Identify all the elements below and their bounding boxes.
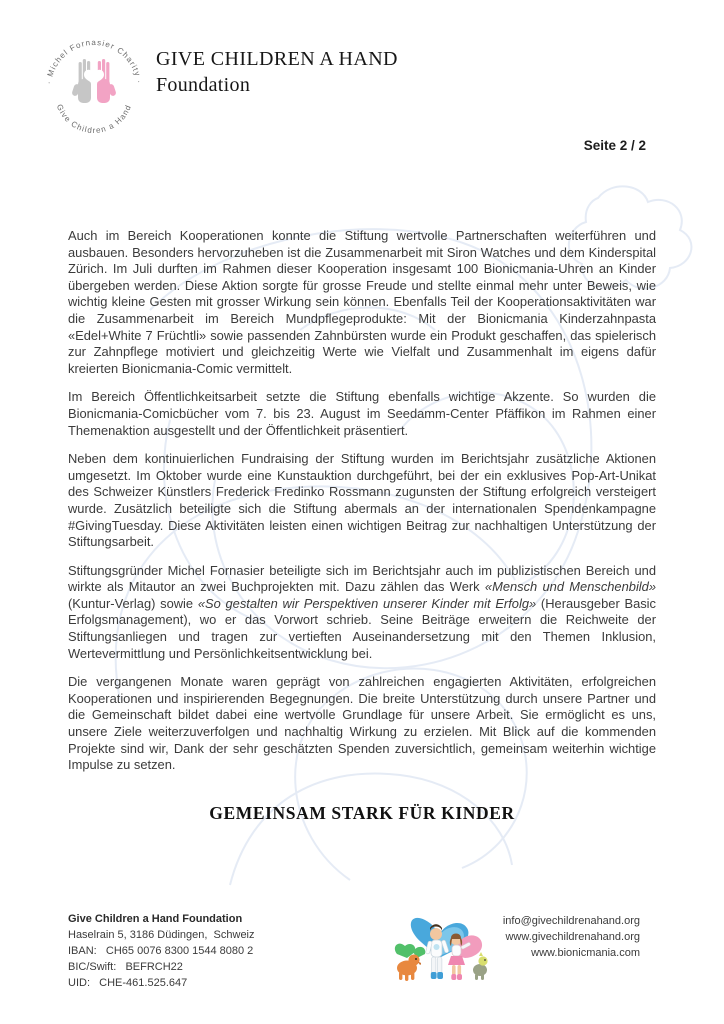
footer-link: www.bionicmania.com	[531, 947, 640, 959]
footer-link: www.givechildrenahand.org	[505, 931, 640, 943]
body-paragraph: Auch im Bereich Kooperationen konnte die Stiftung wertvolle Partnerschaften weiterführen und ausbauen. Besonders hervorzuheben ist die Zusammenarbeit mit Siron Watches und dem Kinderspital Zürich. Im Juli durften im Rahmen dieser Kooperation insgesamt 100 Bionicmania-Uhren an Kinder übergeben werden. Diese Aktion sorgte für grosse Freude und stellte einmal mehr unter Beweis, wie wichtig kleine Gesten mit grosser Wirkung sein können. Ebenfalls Teil der Kooperationsaktivitäten war die Zusammenarbeit im Bereich Mundpflegeprodukte: Mit der Bionicmania Kinderzahnpasta «Edel+White 7 Früchtli» sowie passenden Zahnbürsten wurde ein Produkt geschaffen, das spielerisch zur Zahnpflege motiviert und gleichzeitig Werte wie Vielfalt und Zusammenhalt im eigens dafür kreierten Bionicmania-Comic vermittelt.	[68, 228, 656, 376]
footer-detail-line: UID: CHE-461.525.647	[68, 977, 188, 989]
footer-contact-block	[68, 911, 255, 991]
footer-detail-line: Haselrain 5, 3186 Düdingen, Schweiz	[68, 929, 255, 941]
header-title	[156, 46, 398, 98]
body-text	[68, 228, 656, 786]
footer-link: info@givechildrenahand.org	[502, 915, 640, 927]
footer-org-name: Give Children a Hand Foundation	[68, 913, 243, 925]
charity-logo-icon	[42, 32, 146, 140]
mascot-small-creature	[473, 952, 488, 980]
logo-left-hand	[71, 59, 91, 103]
closing-heading: GEMEINSAM STARK FÜR KINDER	[209, 803, 515, 823]
bionicmania-mascots-illustration	[383, 912, 501, 1012]
footer-left-lines	[68, 927, 255, 991]
body-paragraph: Neben dem kontinuierlichen Fundraising der Stiftung wurden im Berichtsjahr zusätzliche Aktionen umgesetzt. Im Oktober wurde eine Kunstauktion durchgeführt, bei der ein exklusives Pop-Art-Unikat des Schweizer Künstlers Frederick Fredinko Rossmann zugunsten der Stiftung erfolgreich versteigert wurde. Zusätzlich beteiligte sich die Stiftung abermals an der internationalen Spendenkampagne #GivingTuesday. Diese Aktivitäten leisten einen wichtigen Beitrag zur nachhaltigen Unterstützung der Stiftungsarbeit.	[68, 451, 656, 550]
mascot-winged-dog	[395, 944, 425, 981]
logo-arc-top-text: · Michel Fornasier Charity ·	[44, 37, 144, 85]
body-paragraph: Stiftungsgründer Michel Fornasier beteiligte sich im Berichtsjahr auch im publizistischen Bereich und wirkte als Mitautor an zwei Buchprojekten mit. Dazu zählen das Werk «Mensch und Menschenbild» (Kuntur-Verlag) sowie «So gestalten wir Perspektiven unserer Kinder mit Erfolg» (Herausgeber Basic Erfolgsmanagement), wo er das Vorwort schrieb. Seine Beiträge erweitern die Reichweite der Stiftungsanliegen und tragen zur vertieften Auseinandersetzung mit den Themen Inklusion, Wertevermittlung und Persönlichkeitsentwicklung bei.	[68, 562, 657, 661]
svg-text:Give Children a Hand	[55, 103, 133, 135]
page-indicator: Seite 2 / 2	[583, 138, 646, 153]
body-paragraph: Die vergangenen Monate waren geprägt von zahlreichen engagierten Aktivitäten, erfolgreichen Kooperationen und inspirierenden Begegnungen. Die breite Unterstützung durch unsere Partner und die Gemeinschaft bildet dabei eine wertvolle Grundlage für unsere Arbeit. Sie ermöglicht es uns, unsere Ziele weiterzuverfolgen und nachhaltig Wirkung zu erzielen. Mit Blick auf die kommenden Projekte sind wir, Dank der sehr geschätzten Spenden zuversichtlich, gemeinsam weiterhin wichtige Impulse zu setzen.	[68, 674, 656, 773]
logo-right-hand	[97, 59, 117, 103]
footer-detail-line: BIC/Swift: BEFRCH22	[68, 961, 183, 973]
logo-arc-bottom-text: Give Children a Hand	[54, 102, 134, 136]
footer-links-block	[503, 913, 640, 961]
header-title-line1: GIVE CHILDREN A HAND	[156, 48, 398, 70]
footer-detail-line: IBAN: CH65 0076 8300 1544 8080 2	[68, 945, 254, 957]
header-title-line2: Foundation	[156, 74, 251, 96]
body-paragraph: Im Bereich Öffentlichkeitsarbeit setzte die Stiftung ebenfalls wichtige Akzente. So wurden die Bionicmania-Comicbücher vom 7. bis 23. August im Seedamm-Center Pfäffikon im Rahmen einer Themenaktion ausgestellt und der Öffentlichkeit präsentiert.	[68, 389, 656, 438]
